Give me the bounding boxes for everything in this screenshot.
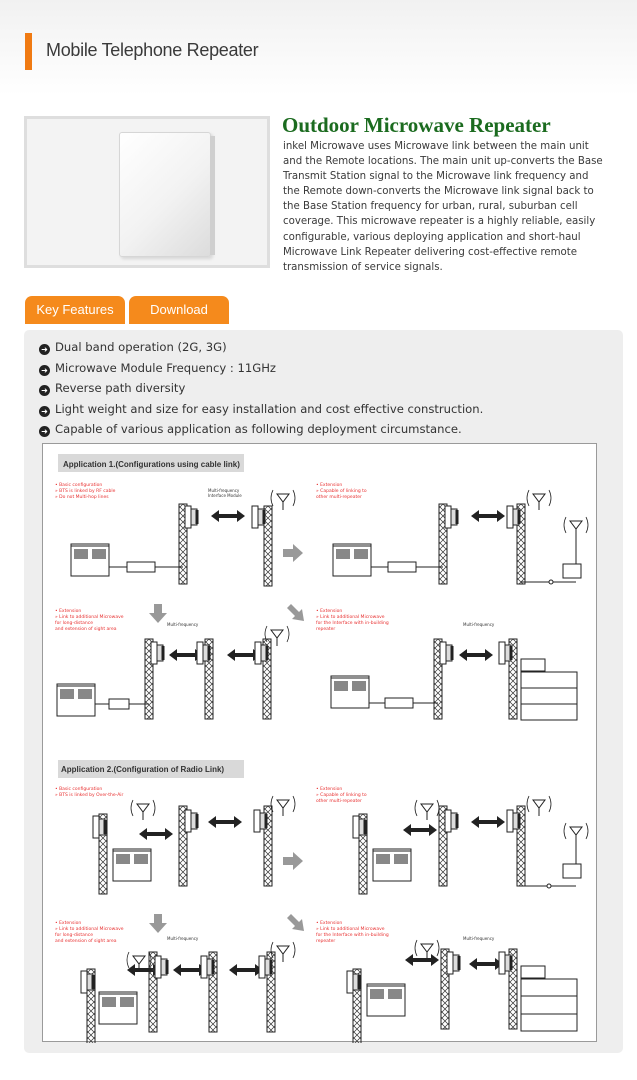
svg-text:and extension of sight area: and extension of sight area — [55, 939, 117, 944]
svg-text:• Extension: • Extension — [316, 787, 343, 792]
svg-text:» Capable of linking to: » Capable of linking to — [316, 489, 367, 494]
arrow-bullet-icon: ➜ — [39, 426, 50, 437]
svg-text:• Extension: • Extension — [316, 921, 343, 926]
feature-item: ➜ Light weight and size for easy installation and cost effective construction. — [39, 399, 483, 420]
svg-text:» Link to additional Microwave: » Link to additional Microwave — [55, 615, 124, 620]
antenna-image — [119, 132, 211, 257]
svg-text:other multi-repeater: other multi-repeater — [316, 495, 362, 500]
feature-item: ➜ Microwave Module Frequency : 11GHz — [39, 358, 483, 379]
svg-text:other multi-repeater: other multi-repeater — [316, 799, 362, 804]
svg-text:» Capable of linking to: » Capable of linking to — [316, 793, 367, 798]
svg-text:and extension of sight area: and extension of sight area — [55, 627, 117, 632]
arrow-bullet-icon: ➜ — [39, 365, 50, 376]
svg-text:• Extension: • Extension — [55, 921, 82, 926]
svg-text:Multi-frequency: Multi-frequency — [167, 936, 199, 941]
arrow-bullet-icon: ➜ — [39, 385, 50, 396]
svg-text:» Link to additional Microwave: » Link to additional Microwave — [316, 615, 385, 620]
svg-text:» BTS is linked by Over-the-Ai: » BTS is linked by Over-the-Air — [55, 793, 124, 798]
product-photo — [24, 116, 270, 268]
svg-text:repeater: repeater — [316, 627, 336, 632]
svg-text:» Link to additional Microwave: » Link to additional Microwave — [55, 927, 124, 932]
svg-text:repeater: repeater — [316, 939, 336, 944]
page-title: Mobile Telephone Repeater — [46, 40, 259, 60]
svg-text:for long-distance: for long-distance — [55, 933, 94, 938]
feature-item: ➜ Dual band operation (2G, 3G) — [39, 337, 483, 358]
svg-text:• Extension: • Extension — [316, 609, 343, 614]
svg-text:Multi-frequency: Multi-frequency — [167, 622, 199, 627]
svg-text:• Basic configuration: • Basic configuration — [55, 787, 103, 792]
svg-text:for the Interface with in-buil: for the Interface with in-building — [316, 933, 389, 938]
product-title: Outdoor Microwave Repeater — [282, 113, 551, 137]
deployment-diagram-svg — [43, 444, 598, 1043]
feature-item: ➜ Reverse path diversity — [39, 378, 483, 399]
svg-text:Multi-frequency: Multi-frequency — [463, 622, 495, 627]
svg-text:Multi-frequency: Multi-frequency — [463, 936, 495, 941]
svg-text:» Link to additional Microwave: » Link to additional Microwave — [316, 927, 385, 932]
arrow-bullet-icon: ➜ — [39, 406, 50, 417]
svg-text:for long-distance: for long-distance — [55, 621, 94, 626]
deployment-diagram — [42, 443, 597, 1042]
arrow-bullet-icon: ➜ — [39, 344, 50, 355]
product-description: inkel Microwave uses Microwave link between the main unit and the Remote locations. The main unit up-converts the Base Transmit Station signal to the Microwave link frequency and the Remote down-converts the Microwave link signal back to the Base Station frequency for urban, rural, suburban cell coverage. This microwave repeater is a highly reliable, easily configurable, various deploying application and short-haul Microwave Link Repeater delivering cost-effective remote transmission of service signals. — [283, 141, 603, 273]
svg-text:» Do not Multi-hop lines: » Do not Multi-hop lines — [55, 495, 109, 500]
app1-title: Application 1.(Configurations using cable link) — [63, 460, 240, 469]
app2-title: Application 2.(Configuration of Radio Link) — [61, 765, 225, 774]
feature-item: ➜ Capable of various application as following deployment circumstance. — [39, 419, 483, 440]
svg-text:• Extension: • Extension — [316, 483, 343, 488]
svg-text:Interface Module: Interface Module — [208, 493, 242, 498]
feature-list — [39, 337, 483, 440]
svg-text:• Basic configuration: • Basic configuration — [55, 483, 103, 488]
svg-text:Multi-frequency: Multi-frequency — [208, 488, 240, 493]
tab-key-features[interactable]: Key Features — [25, 296, 125, 324]
svg-text:for the Interface with in-buil: for the Interface with in-building — [316, 621, 389, 626]
svg-text:• Extension: • Extension — [55, 609, 82, 614]
header-accent-bar — [25, 33, 32, 70]
tab-download[interactable]: Download — [129, 296, 229, 324]
svg-text:» BTS is linked by RF cable: » BTS is linked by RF cable — [55, 489, 116, 494]
